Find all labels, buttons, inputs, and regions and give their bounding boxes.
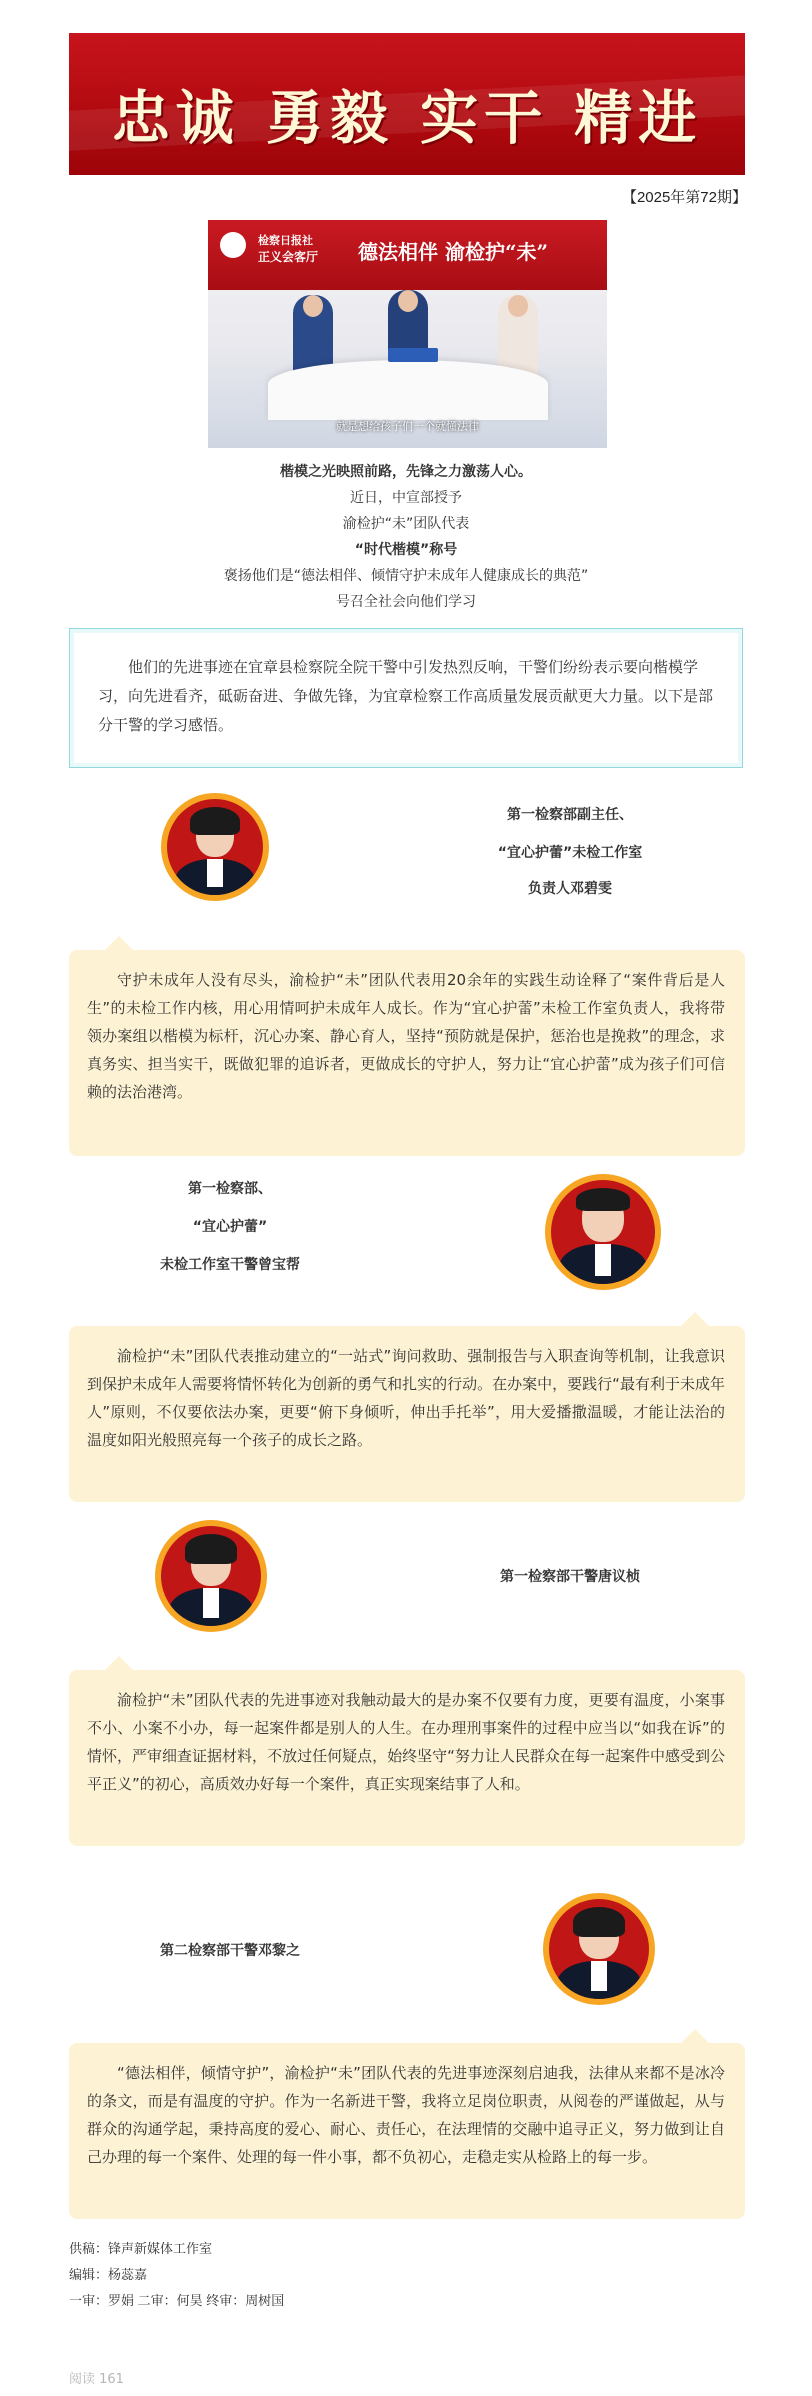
- person-3-caption: 第一检察部干警唐议桢: [500, 1569, 640, 1585]
- speech-pointer: [681, 1312, 709, 1326]
- person-1-caption-1: 第一检察部副主任、: [507, 807, 633, 823]
- testimony-card-2: [69, 1326, 745, 1502]
- person-1-caption-2: “宜心护蕾”未检工作室: [497, 845, 643, 861]
- intro-line-5: 褒扬他们是“德法相伴、倾情守护未成年人健康成长的典范”: [223, 568, 589, 584]
- header-banner: [69, 33, 745, 175]
- testimony-text-3: 渝检护“未”团队代表的先进事迹对我触动最大的是办案不仅要有力度，更要有温度，小案事不小、小案不小办，每一起案件都是别人的人生。在办理刑事案件的过程中应当以“如我在诉”的情怀，严审细查证据材料，不放过任何疑点，始终坚守“努力让人民群众在每一起案件中感受到公平正义”的初心，高质效办好每一个案件，真正实现案结事了人和。: [87, 1691, 725, 1793]
- video-title: 德法相伴 渝检护“未”: [358, 240, 548, 264]
- newspaper-logo-icon: [220, 232, 246, 258]
- video-org-line1: 检察日报社: [258, 235, 313, 247]
- speech-pointer: [105, 936, 133, 950]
- testimony-text-2: 渝检护“未”团队代表推动建立的“一站式”询问救助、强制报告与入职查询等机制，让我意识到保护未成年人需要将情怀转化为创新的勇气和扎实的行动。在办案中，要践行“最有利于未成年人”原则，不仅要依法办案，更要“俯下身倾听，伸出手托举”，用大爱播撒温暖，才能让法治的温度如阳光般照亮每一个孩子的成长之路。: [87, 1347, 725, 1449]
- intro-line-4: “时代楷模”称号: [354, 542, 458, 558]
- studio-desk: [268, 360, 548, 420]
- intro-line-2: 近日，中宣部授予: [350, 490, 462, 506]
- avatar-person-1: [161, 793, 269, 901]
- avatar-person-4: [543, 1893, 655, 2005]
- video-subtitle: 就是想给孩子们一个就懂法律: [336, 420, 479, 433]
- footer-editor: 编辑：杨蕊嘉: [69, 2267, 148, 2282]
- avatar-person-3: [155, 1520, 267, 1632]
- person-2-caption-3: 未检工作室干警曾宝帮: [160, 1257, 300, 1273]
- read-count: 阅读 161: [69, 2372, 124, 2387]
- issue-number: 【2025年第72期】: [621, 189, 747, 206]
- video-org-line2: 正义会客厅: [258, 250, 319, 264]
- intro-line-3: 渝检护“未”团队代表: [342, 516, 470, 532]
- person-4-caption: 第二检察部干警邓黎之: [160, 1943, 300, 1959]
- footer-review: 一审：罗娟 二审：何昊 终审：周树国: [69, 2293, 285, 2308]
- desk-logo-plate: [388, 348, 438, 362]
- speech-pointer: [105, 1656, 133, 1670]
- footer-source: 供稿：锋声新媒体工作室: [69, 2241, 213, 2256]
- intro-line-6: 号召全社会向他们学习: [336, 594, 476, 610]
- testimony-card-1: [69, 950, 745, 1156]
- testimony-card-4: [69, 2043, 745, 2219]
- testimony-text-4: “德法相伴，倾情守护”，渝检护“未”团队代表的先进事迹深刻启迪我，法律从来都不是冰冷的条文，而是有温度的守护。作为一名新进干警，我将立足岗位职责，从阅卷的严谨做起，从与群众的沟通学起，秉持高度的爱心、耐心、责任心，在法理情的交融中追寻正义，努力做到让自己办理的每一个案件、处理的每一件小事，都不负初心，走稳走实从检路上的每一步。: [87, 2064, 725, 2166]
- person-1-caption-3: 负责人邓碧雯: [528, 881, 612, 897]
- testimony-text-1: 守护未成年人没有尽头，渝检护“未”团队代表用20余年的实践生动诠释了“案件背后是人生”的未检工作内核，用心用情呵护未成年人成长。作为“宜心护蕾”未检工作室负责人，我将带领办案组以楷模为标杆，沉心办案、静心育人，坚持“预防就是保护，惩治也是挽救”的理念，求真务实、担当实干，既做犯罪的追诉者，更做成长的守护人，努力让“宜心护蕾”成为孩子们可信赖的法治港湾。: [87, 971, 725, 1101]
- person-2-caption-2: “宜心护蕾”: [192, 1219, 268, 1235]
- summary-text: 他们的先进事迹在宜章县检察院全院干警中引发热烈反响，干警们纷纷表示要向楷模学习，向先进看齐，砥砺奋进、争做先锋，为宜章检察工作高质量发展贡献更大力量。以下是部分干警的学习感悟。: [98, 658, 714, 734]
- testimony-card-3: [69, 1670, 745, 1846]
- intro-line-1: 楷模之光映照前路，先锋之力激荡人心。: [280, 464, 532, 480]
- summary-box: [69, 628, 743, 768]
- person-2-caption-1: 第一检察部、: [188, 1181, 272, 1197]
- video-still-image[interactable]: [208, 220, 607, 448]
- avatar-person-2: [545, 1174, 661, 1290]
- banner-title: 忠诚 勇毅 实干 精进: [111, 84, 703, 152]
- speech-pointer: [681, 2029, 709, 2043]
